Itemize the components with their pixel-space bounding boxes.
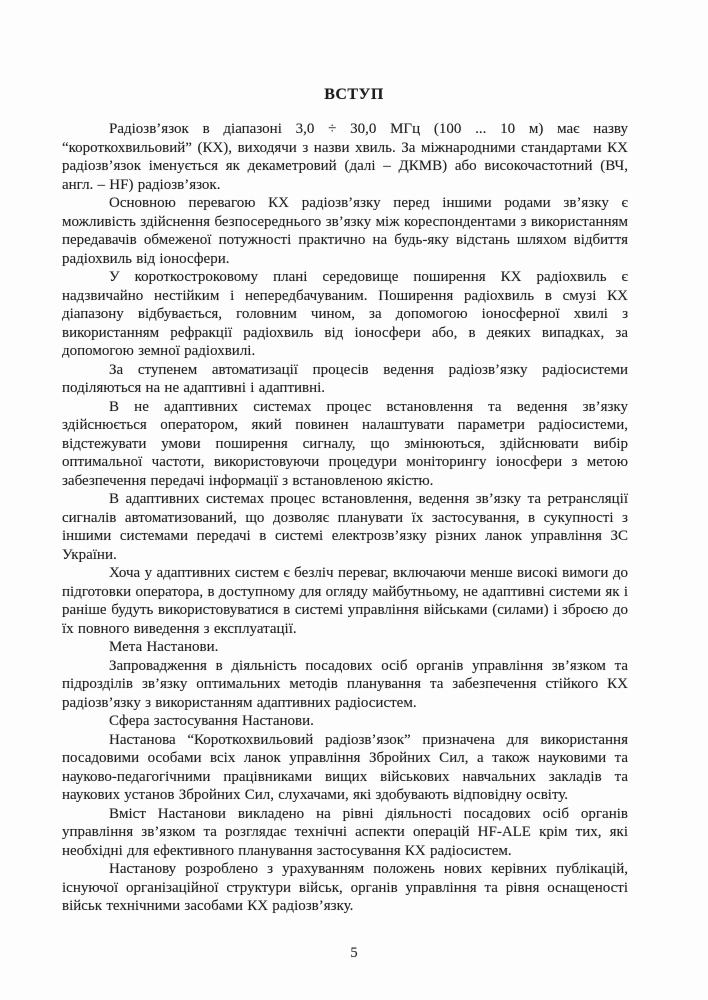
paragraph: Вміст Настанови викладено на рівні діяльності посадових осіб органів управління зв’язком та розглядає технічні аспекти операцій HF-ALE крім тих, які необхідні для ефективного планування застосування КХ радіосистем.: [62, 805, 628, 859]
paragraph: В не адаптивних системах процес встановлення та ведення зв’язку здійснюється оператором, який повинен налаштувати параметри радіосистеми, відстежувати умови поширення сигналу, що змінюються, здійснювати вибір оптимальної частоти, використовуючи процедури моніторингу іоносфери з метою забезпечення передачі інформації з встановленою якістю.: [62, 398, 628, 489]
paragraph: За ступенем автоматизації процесів ведення радіозв’язку радіосистеми поділяються на не адаптивні і адаптивні.: [62, 361, 628, 396]
paragraph: Мета Настанови.: [109, 639, 219, 655]
page-title: ВСТУП: [324, 86, 384, 103]
page-number: 5: [350, 945, 358, 961]
paragraph: Настанова “Короткохвильовий радіозв’язок” призначена для використання посадовими особами всіх ланок управління Збройних Сил, а також науковими та науково-педагогічними працівниками вищих військових навчальних закладів та наукових установ Збройних Сил, слухачами, які здобувають відповідну освіту.: [62, 731, 628, 803]
paragraph: Настанову розроблено з урахуванням положень нових керівних публікацій, існуючої організаційної структури військ, органів управління та рівня оснащеності військ технічними засобами КХ радіозв’язку.: [62, 861, 628, 914]
paragraph: Сфера застосування Настанови.: [109, 713, 314, 729]
paragraph: В адаптивних системах процес встановлення, ведення зв’язку та ретрансляції сигналів автоматизований, що дозволяє планувати їх застосування, в сукупності з іншими системами передачі в системі електрозв’язку різних ланок управління ЗС України.: [62, 491, 628, 563]
paragraph: У короткостроковому плані середовище поширення КХ радіохвиль є надзвичайно нестійким і непередбачуваним. Поширення радіохвиль в смузі КХ діапазону відбувається, головним чином, за допомогою іоносферної хвилі з використанням рефракції радіохвиль від іоносфери або, в деяких випадках, за допомогою земної радіохвилі.: [62, 269, 628, 359]
paragraph: Основною перевагою КХ радіозв’язку перед іншими родами зв’язку є можливість здійснення безпосереднього зв’язку між кореспондентами з використанням передавачів обмеженої потужності практично на будь-яку відстань шляхом відбиття радіохвиль від іоносфери.: [62, 195, 628, 267]
paragraph: Хоча у адаптивних систем є безліч переваг, включаючи менше високі вимоги до підготовки оператора, в доступному для огляду майбутньому, не адаптивні системи як і раніше будуть використовуватися в системі управління військами (силами) і зброєю до їх повного виведення з експлуатації.: [62, 565, 628, 637]
paragraph: Радіозв’язок в діапазоні 3,0 ÷ 30,0 МГц (100 ... 10 м) має назву “короткохвильовий” (КХ), виходячи з назви хвиль. За міжнародними стандартами КХ радіозв’язок іменується як декаметровий (далі – ДКМВ) або високочастотний (ВЧ, англ. – HF) радіозв’язок.: [62, 121, 628, 193]
paragraph: Запровадження в діяльність посадових осіб органів управління зв’язком та підрозділів зв’язку оптимальних методів планування та забезпечення стійкого КХ радіозв’язку з використанням адаптивних радіосистем.: [62, 657, 628, 711]
document-body: [62, 120, 628, 916]
